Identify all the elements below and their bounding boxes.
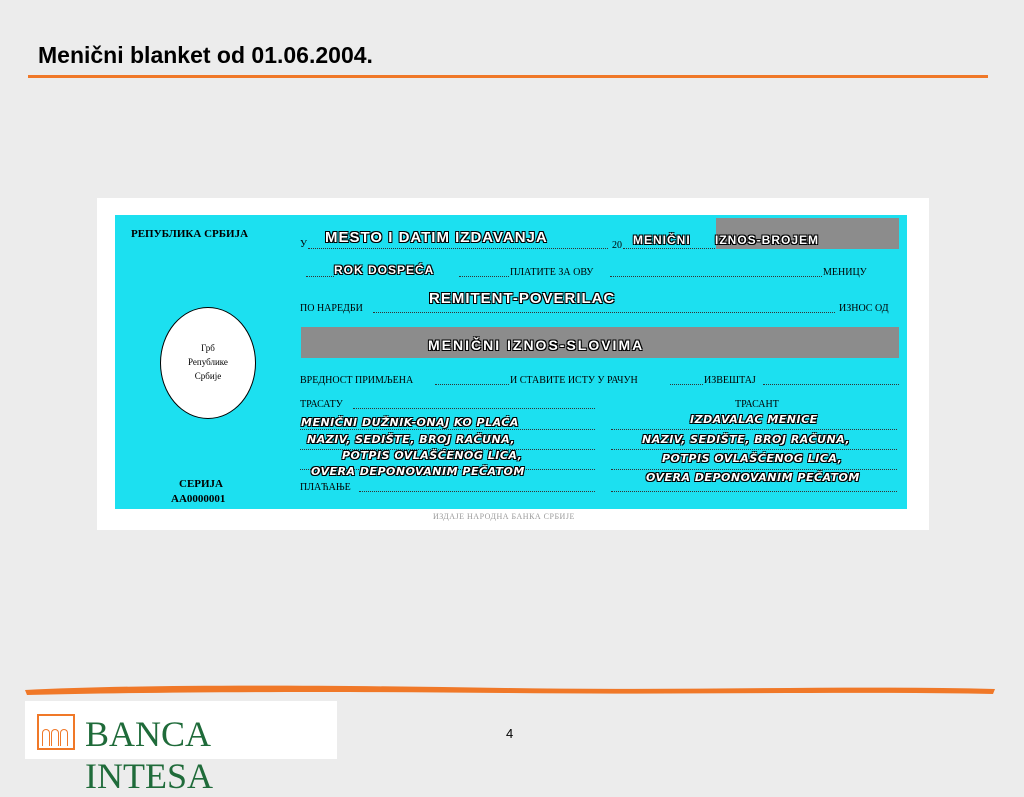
label-amount: ИЗНОС ОД [839,303,889,314]
place-date-line [308,248,608,249]
due-date-annotation: ROK DOSPEĆA [334,263,435,277]
pay-line [610,276,822,277]
drawer-line-3 [611,469,897,470]
amount-digits-annotation-b: IZNOS-BROJEM [715,233,820,247]
bank-logo-text: BANCA INTESA [85,714,213,796]
amount-words-annotation: MENIČNI IZNOS-SLOVIMA [428,337,645,353]
debtor-line-4: OVERA DEPONOVANIM PEČATOM [311,465,525,478]
series-label: СЕРИЈА [179,478,223,490]
due-date-line-right [459,276,509,277]
year-line [623,248,723,249]
label-value-received: ВРЕДНОСТ ПРИМЉЕНА [300,375,414,386]
debtor-line-1: MENIČNI DUŽNIK-ONAJ KO PLAĆA [301,416,519,429]
page-number: 4 [506,726,514,741]
title-divider [28,75,988,78]
drawee-line-1 [353,408,595,409]
issuer-line-3: POTPIS OVLAŠĆENOG LICA, [662,452,843,465]
issuer-line-4: OVERA DEPONOVANIM PEČATOM [646,471,860,484]
bank-logo-icon [37,714,75,750]
report-line [763,384,899,385]
debtor-line-2: NAZIV, SEDIŠTE, BROJ RAČUNA, [307,433,516,446]
label-drawee: ТРАСАТУ [300,399,343,410]
label-bill: МЕНИЦУ [823,267,867,278]
label-put-on-account: И СТАВИТЕ ИСТУ У РАЧУН [510,375,638,386]
label-payment: ПЛАЋАЊЕ [300,482,351,493]
label-pay-to-this: ПЛАТИТЕ ЗА ОВУ [510,267,594,278]
bank-logo [25,701,337,796]
series-number: АА0000001 [171,493,226,505]
payee-line [373,312,835,313]
drawer-line-2 [611,449,897,450]
issuer-note: ИЗДАЈЕ НАРОДНА БАНКА СРБИЈЕ [433,512,575,521]
due-date-line-left [306,276,334,277]
label-drawer: ТРАСАНТ [735,399,779,410]
label-u: У [300,239,308,250]
label-by-order: ПО НАРЕДБИ [300,303,363,314]
label-report: ИЗВЕШТАЈ [704,375,756,386]
republic-label: РЕПУБЛИКА СРБИЈА [131,228,249,240]
payee-annotation: REMITENT-POVERILAC [429,290,616,307]
drawer-line-1 [611,429,897,430]
footer-brush-stroke [25,682,995,696]
drawee-line-2 [300,429,595,430]
seal-text: Грб Републике Србије [188,343,228,381]
place-date-annotation: MESTO I DATIM IZDAVANJA [325,229,548,246]
account-line [670,384,703,385]
amount-digits-annotation-a: MENIČNI [633,233,691,247]
issuer-line-1: IZDAVALAC MENICE [690,413,818,426]
value-line [435,384,509,385]
coat-of-arms-seal [160,307,256,419]
label-year-20: 20 [612,240,622,251]
debtor-line-3: POTPIS OVLAŠĆENOG LICA, [342,449,523,462]
issuer-line-2: NAZIV, SEDIŠTE, BROJ RAČUNA, [642,433,851,446]
drawer-line-4 [611,491,897,492]
payment-line [359,491,595,492]
promissory-note-form [115,215,907,509]
page-title: Menični blanket od 01.06.2004. [38,42,373,68]
